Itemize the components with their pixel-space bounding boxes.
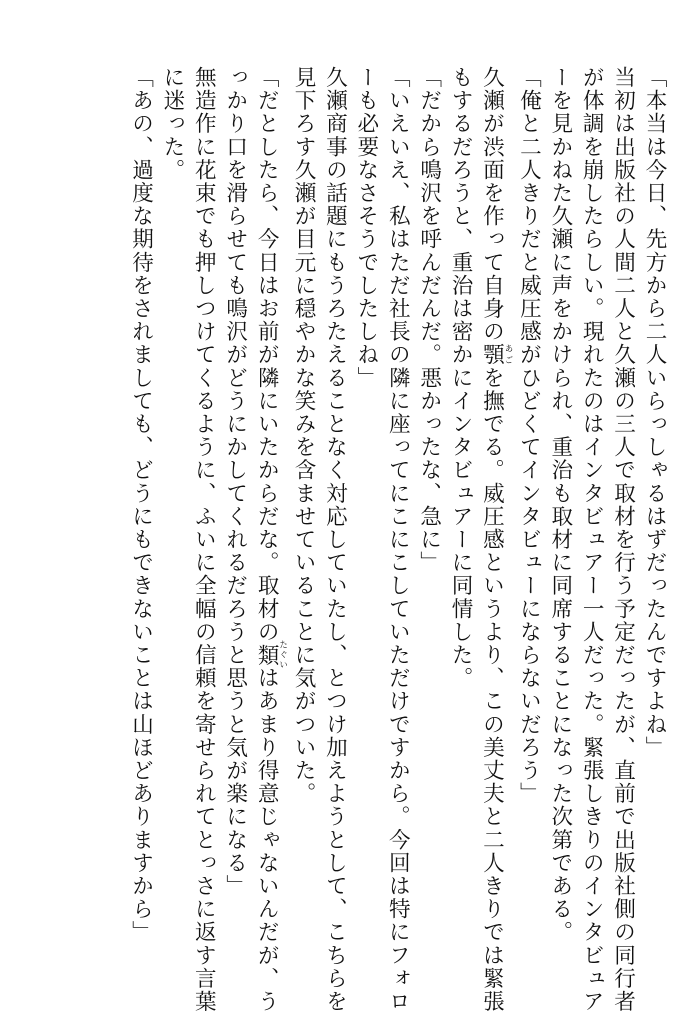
- furigana-reading: たぐい: [277, 640, 288, 671]
- text-line: もするだろうと、重治は密かにインタビュアーに同情した。: [448, 66, 474, 690]
- text-line: ーを見かねた久瀬に声をかけられ、重治も取材に同席することになった次第である。: [547, 66, 573, 944]
- text-line-with-ruby: 久瀬が渋面を作って自身の顎あごを撫でる。威圧感というより、この美丈夫と二人きりでは緊張: [479, 66, 513, 1014]
- text-line: 「俺と二人きりだと威圧感がひどくてインタビューにならないだろう」: [516, 66, 542, 806]
- text-line: 久瀬商事の話題にもうろたえることなく対応していたし、とつけ加えようとして、こちらを: [322, 66, 348, 1014]
- text-line: 無造作に花束でも押しつけてくるように、ふいに全幅の信頼を寄せられてとっさに返す言葉: [191, 66, 217, 1014]
- text-line: 「いえいえ、私はただ社長の隣に座ってにこにこしていただけですから。今回は特にフォロ: [385, 66, 411, 1014]
- text-line: 「あの、過度な期待をされましても、どうにもできないことは山ほどありますから」: [128, 66, 154, 944]
- text-line: 「だから鳴沢を呼んだんだ。悪かったな、急に」: [416, 66, 442, 575]
- furigana-ruby: 類たぐい: [254, 640, 288, 671]
- furigana-reading: あご: [502, 343, 513, 367]
- furigana-ruby: 顎あご: [479, 343, 513, 367]
- text-line: に迷った。: [159, 66, 185, 182]
- text-line: 見下ろす久瀬が目元に穏やかな笑みを含ませていることに気がついた。: [291, 66, 317, 806]
- text-line-with-ruby: 「だとしたら、今日はお前が隣にいたからだな。取材の類たぐいはあまり得意じゃないんだが、う: [254, 66, 288, 1014]
- text-line: が体調を崩したらしい。現れたのはインタビュアー一人だった。緊張しきりのインタビュア: [579, 66, 605, 1014]
- text-line: ーも必要なさそうでしたしね」: [353, 66, 379, 390]
- text-line: 「本当は今日、先方から二人いらっしゃるはずだったんですよね」: [642, 66, 667, 759]
- text-line: っかり口を滑らせても鳴沢がどうにかしてくれるだろうと思うと気が楽になる」: [222, 66, 248, 898]
- vertical-text-body: [30, 66, 670, 1014]
- text-line: 当初は出版社の人間二人と久瀬の三人で取材を行う予定だったが、直前で出版社側の同行者: [610, 66, 636, 1014]
